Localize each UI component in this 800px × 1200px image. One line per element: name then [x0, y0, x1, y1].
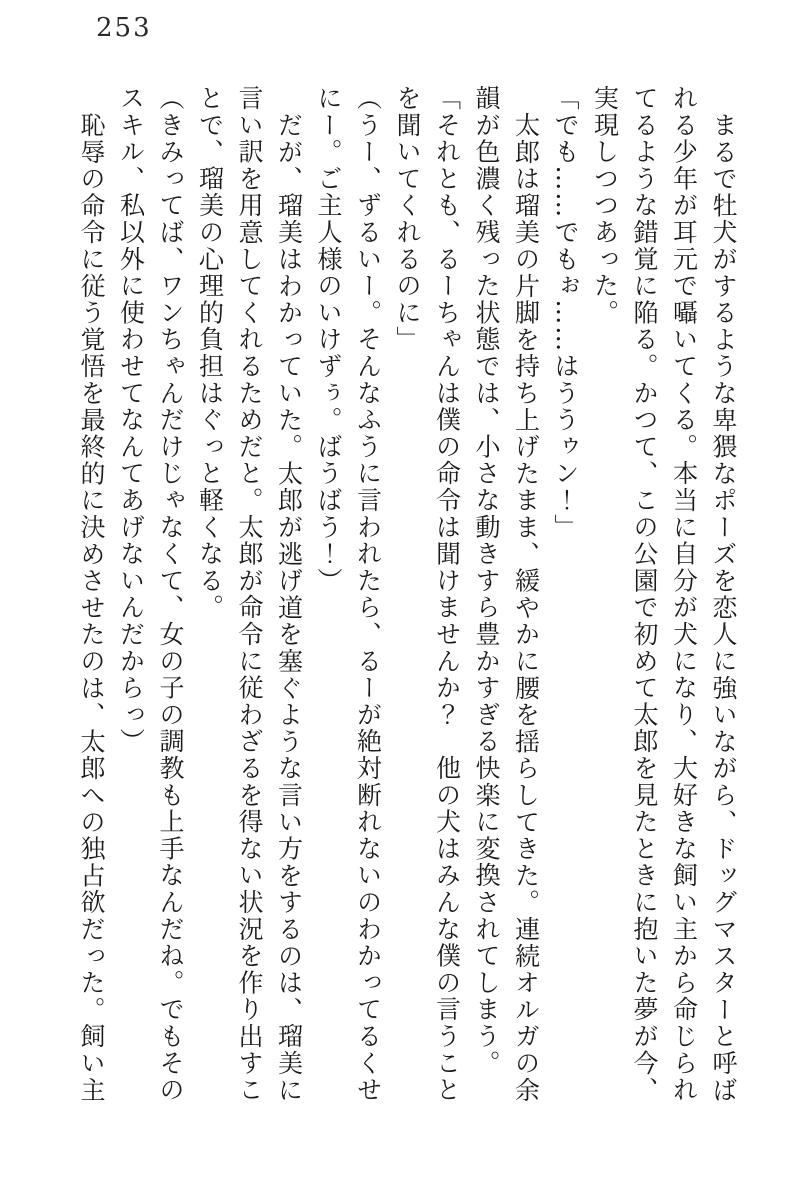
- text-line: を聞いてくれるのに」: [393, 85, 422, 353]
- text-line: まるで牡犬がするような卑猥なポーズを恋人に強いながら、ドッグマスターと呼ば: [709, 111, 738, 1104]
- text-line: スキル、私以外に使わせてなんてあげないんだからっ）: [116, 85, 146, 755]
- text-line: 実現しつつあった。: [590, 85, 620, 327]
- text-line: れる少年が耳元で囁いてくる。本当に自分が犬になり、大好きな飼い主から命じられ: [669, 85, 699, 1104]
- text-line: 「でも……でもぉ……はううゥン！」: [551, 85, 580, 541]
- text-line: 言い訳を用意してくれるためだと。太郎が命令に従わざるを得ない状況を作り出すこ: [235, 85, 264, 1104]
- text-line: とで、瑠美の心理的負担はぐっと軽くなる。: [195, 85, 225, 621]
- text-line: 恥辱の命令に従う覚悟を最終的に決めさせたのは、太郎への独占欲だった。飼い主: [77, 111, 106, 1104]
- text-block: [72, 85, 744, 1107]
- text-line: にー。ご主人様のいけずぅ。ばうばう！）: [314, 85, 343, 595]
- text-line: 太郎は瑠美の片脚を持ち上げたまま、緩やかに腰を揺らしてきた。連続オルガの余: [511, 111, 541, 1104]
- text-line: （きみってば、ワンちゃんだけじゃなくて、女の子の調教も上手なんだね。でもその: [156, 85, 185, 1104]
- text-line: 韻が色濃く残った状態では、小さな動きすら豊かすぎる快楽に変換されてしまう。: [472, 85, 501, 1077]
- text-line: （うー、ずるいー。そんなふうに言われたら、るーが絶対断れないのわかってるくせ: [353, 85, 383, 1104]
- page-number: 253: [96, 13, 152, 43]
- text-line: 「それとも、るーちゃんは僕の命令は聞けませんか？ 他の犬はみんな僕の言うこと: [432, 85, 462, 1104]
- text-line: てるような錯覚に陥る。かつて、この公園で初めて太郎を見たときに抱いた夢が今、: [630, 85, 659, 1104]
- text-line: だが、瑠美はわかっていた。太郎が逃げ道を塞ぐような言い方をするのは、瑠美に: [274, 111, 304, 1104]
